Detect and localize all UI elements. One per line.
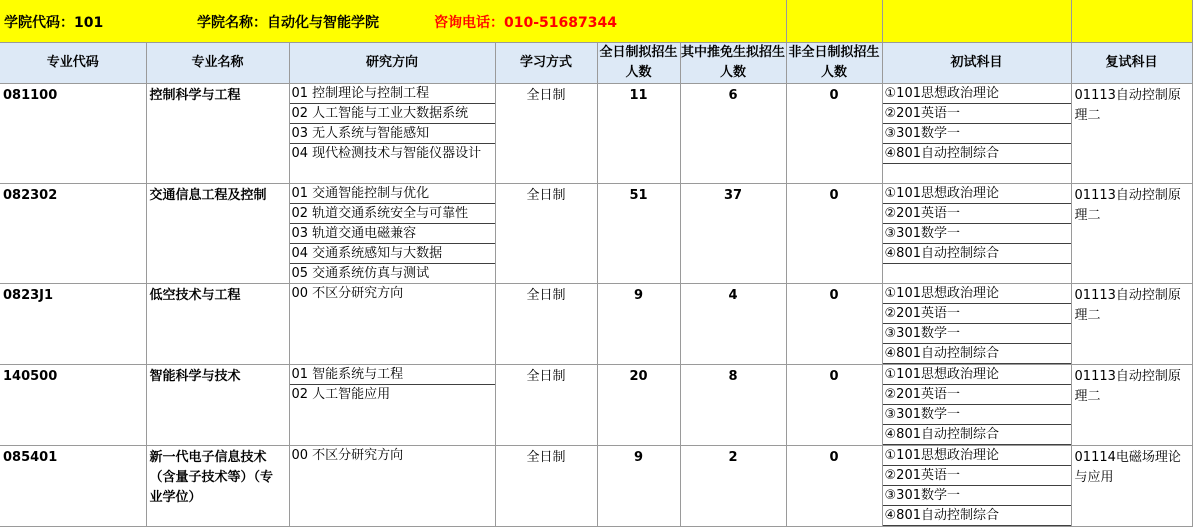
fulltime-quota <box>597 446 680 527</box>
direction-item: 00 不区分研究方向 <box>291 286 404 301</box>
study-mode-text: 全日制 <box>526 88 566 103</box>
initial-exams <box>882 184 1071 284</box>
parttime-quota <box>786 84 882 184</box>
exam-item: ②201英语一 <box>883 385 1071 405</box>
fulltime-quota <box>597 365 680 446</box>
parttime-quota <box>786 184 882 284</box>
header-study-mode: 学习方式 <box>495 43 597 84</box>
retest-subject <box>1071 284 1192 365</box>
major-code-text: 0823J1 <box>3 288 54 303</box>
exempt-quota <box>680 184 786 284</box>
parttime-quota <box>786 284 882 365</box>
direction-item: 03 无人系统与智能感知 <box>290 124 495 144</box>
college-code: 学院代码：101 <box>4 15 104 31</box>
major-code <box>0 184 146 284</box>
major-name <box>146 446 289 527</box>
study-mode <box>495 184 597 284</box>
major-name <box>146 184 289 284</box>
study-mode-text: 全日制 <box>526 188 566 203</box>
study-mode <box>495 284 597 365</box>
table-row <box>0 184 1192 284</box>
exam-item: ②201英语一 <box>883 466 1071 486</box>
major-code-text: 085401 <box>3 450 58 465</box>
header-fulltime-quota: 全日制拟招生人数 <box>597 43 680 84</box>
empty-title-cell <box>786 0 882 43</box>
study-mode <box>495 446 597 527</box>
retest-subject-text: 01113自动控制原理二 <box>1074 369 1181 404</box>
retest-subject-text: 01113自动控制原理二 <box>1074 288 1181 323</box>
major-name-text: 新一代电子信息技术（含量子技术等）（专业学位） <box>149 450 274 505</box>
header-initial-exam: 初试科目 <box>882 43 1071 84</box>
parttime-quota <box>786 365 882 446</box>
header-major-name: 专业名称 <box>146 43 289 84</box>
college-name: 学院名称：自动化与智能学院 <box>197 15 379 31</box>
title-row <box>0 0 1192 43</box>
major-name-text: 智能科学与技术 <box>149 369 241 384</box>
direction-item: 01 交通智能控制与优化 <box>290 184 495 204</box>
exam-item: ④801自动控制综合 <box>883 344 1071 364</box>
fulltime-quota-text: 9 <box>633 288 644 303</box>
initial-exams <box>882 446 1071 527</box>
fulltime-quota <box>597 84 680 184</box>
initial-exams <box>882 365 1071 446</box>
header-research-direction: 研究方向 <box>289 43 495 84</box>
major-name <box>146 84 289 184</box>
study-mode-text: 全日制 <box>526 288 566 303</box>
major-name-text: 低空技术与工程 <box>149 288 241 303</box>
direction-item: 04 交通系统感知与大数据 <box>290 244 495 264</box>
exam-item: ④801自动控制综合 <box>883 506 1071 526</box>
exam-item: ①101思想政治理论 <box>883 365 1071 385</box>
exempt-quota <box>680 284 786 365</box>
retest-subject <box>1071 365 1192 446</box>
study-mode-text: 全日制 <box>526 369 566 384</box>
retest-subject <box>1071 84 1192 184</box>
parttime-quota-text: 0 <box>829 450 839 465</box>
exam-item: ④801自动控制综合 <box>883 144 1071 164</box>
exempt-quota-text: 4 <box>728 288 738 303</box>
exam-item: ④801自动控制综合 <box>883 425 1071 445</box>
fulltime-quota <box>597 184 680 284</box>
major-name <box>146 284 289 365</box>
parttime-quota-text: 0 <box>829 188 839 203</box>
research-directions <box>289 184 495 284</box>
initial-exams <box>882 284 1071 365</box>
study-mode <box>495 84 597 184</box>
title-cell <box>0 0 786 43</box>
header-major-code: 专业代码 <box>0 43 146 84</box>
exam-item: ①101思想政治理论 <box>883 84 1071 104</box>
fulltime-quota <box>597 284 680 365</box>
retest-subject <box>1071 446 1192 527</box>
exam-item: ①101思想政治理论 <box>883 446 1071 466</box>
direction-item: 00 不区分研究方向 <box>291 448 404 463</box>
parttime-quota-text: 0 <box>829 369 839 384</box>
exam-item: ②201英语一 <box>883 204 1071 224</box>
header-row <box>0 43 1192 84</box>
table-row <box>0 84 1192 184</box>
major-code-text: 140500 <box>3 369 58 384</box>
study-mode-text: 全日制 <box>526 450 566 465</box>
major-code <box>0 365 146 446</box>
exempt-quota <box>680 365 786 446</box>
exam-item: ③301数学一 <box>883 405 1071 425</box>
retest-subject-text: 01114电磁场理论与应用 <box>1074 450 1181 485</box>
research-directions <box>289 284 495 365</box>
exam-item: ①101思想政治理论 <box>883 184 1071 204</box>
direction-item: 02 人工智能与工业大数据系统 <box>290 104 495 124</box>
table-row <box>0 446 1192 527</box>
exam-item: ③301数学一 <box>883 324 1071 344</box>
direction-item: 01 控制理论与控制工程 <box>290 84 495 104</box>
exam-item: ③301数学一 <box>883 486 1071 506</box>
header-exempt-quota: 其中推免生拟招生人数 <box>680 43 786 84</box>
major-code <box>0 84 146 184</box>
research-directions <box>289 446 495 527</box>
initial-exams <box>882 84 1071 184</box>
retest-subject-text: 01113自动控制原理二 <box>1074 188 1181 223</box>
major-name-text: 控制科学与工程 <box>149 88 241 103</box>
header-retest-subject: 复试科目 <box>1071 43 1192 84</box>
research-directions <box>289 84 495 184</box>
exam-item: ③301数学一 <box>883 224 1071 244</box>
exam-item: ③301数学一 <box>883 124 1071 144</box>
exam-item: ④801自动控制综合 <box>883 244 1071 264</box>
exempt-quota-text: 2 <box>728 450 738 465</box>
direction-item: 05 交通系统仿真与测试 <box>291 266 430 281</box>
fulltime-quota-text: 20 <box>629 369 648 384</box>
exempt-quota-text: 6 <box>728 88 738 103</box>
study-mode <box>495 365 597 446</box>
direction-item: 04 现代检测技术与智能仪器设计 <box>291 146 482 161</box>
exam-item: ②201英语一 <box>883 104 1071 124</box>
direction-item: 02 轨道交通系统安全与可靠性 <box>290 204 495 224</box>
major-code <box>0 446 146 527</box>
exempt-quota <box>680 446 786 527</box>
table-row <box>0 365 1192 446</box>
consult-phone: 咨询电话：010-51687344 <box>434 15 617 31</box>
direction-item: 01 智能系统与工程 <box>290 365 495 385</box>
parttime-quota <box>786 446 882 527</box>
retest-subject <box>1071 184 1192 284</box>
direction-item: 02 人工智能应用 <box>291 387 391 402</box>
parttime-quota-text: 0 <box>829 88 839 103</box>
major-name-text: 交通信息工程及控制 <box>149 188 267 203</box>
exempt-quota-text: 8 <box>728 369 738 384</box>
fulltime-quota-text: 9 <box>633 450 644 465</box>
empty-title-cell <box>1071 0 1192 43</box>
major-name <box>146 365 289 446</box>
table-row <box>0 284 1192 365</box>
header-parttime-quota: 非全日制拟招生人数 <box>786 43 882 84</box>
retest-subject-text: 01113自动控制原理二 <box>1074 88 1181 123</box>
empty-title-cell <box>882 0 1071 43</box>
fulltime-quota-text: 11 <box>629 88 648 103</box>
exam-item: ②201英语一 <box>883 304 1071 324</box>
direction-item: 03 轨道交通电磁兼容 <box>290 224 495 244</box>
major-code-text: 081100 <box>3 88 58 103</box>
exempt-quota <box>680 84 786 184</box>
fulltime-quota-text: 51 <box>629 188 648 203</box>
exempt-quota-text: 37 <box>723 188 743 203</box>
research-directions <box>289 365 495 446</box>
major-code-text: 082302 <box>3 188 58 203</box>
major-code <box>0 284 146 365</box>
parttime-quota-text: 0 <box>829 288 839 303</box>
exam-item: ①101思想政治理论 <box>883 284 1071 304</box>
